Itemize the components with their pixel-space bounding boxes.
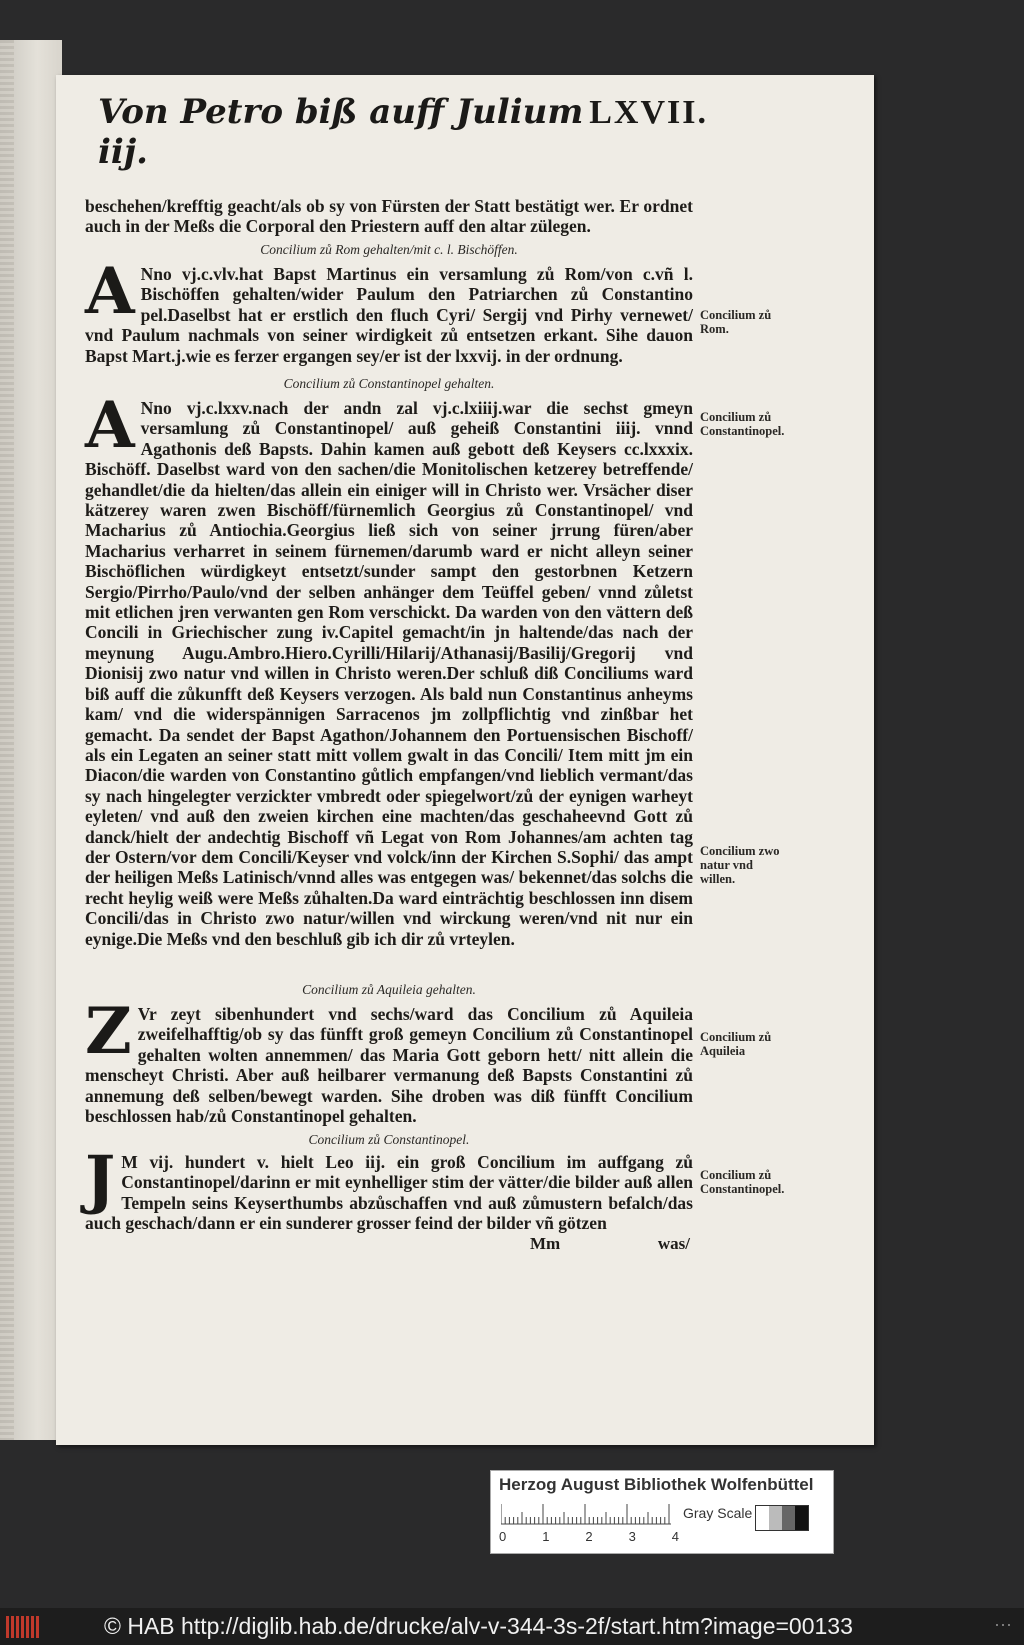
viewer-footer	[0, 1608, 1024, 1645]
paragraph-constantinopel-2: J M vij. hundert v. hielt Leo iij. ein groß Concilium im auffgang zů Constantinopel/darinn er mit eynhelliger stim der vätter/die bilder auß allen Tempeln seins Keyserthumbs abzůschaffen vnd auß zůmustern befalch/das auch geschach/dann er ein sunderer grosser feind der bilder vñ götzen	[85, 1142, 693, 1234]
paragraph-rom: A Nno vj.c.vlv.hat Bapst Martinus ein versamlung zů Rom/von c.vñ l. Bischöffen gehalten/wider Paulum den Patriarchen zů Constantino pel.Daselbst hat er erstlich den fluch Cyri/ Sergij vnd Pirhy vernewet/ vnd Paulum nachmals von seiner wirdigkeit zů entsetzen erkant. Sihe dauon Bapst Mart.j.wie es ferzer ergangen sey/er ist der lxxvij. in der ordnung.	[85, 254, 693, 366]
paragraph-constantinopel: A Nno vj.c.lxxv.nach der andn zal vj.c.lxiiij.war die sechst gmeyn versamlung zů Constantinopel/ auß geheiß Constantini iiij. vnnd Agathonis deß Bapsts. Dahin kamen auß gebott deß Keysers cc.lxxxix. Bischöff. Daselbst ward von den sachen/die Monitolischen ketzerey betreffende/ gehandlet/die da hielten/das allein ein einiger will in Christo wer. Vrsächer diser kätzerey waren zwen Bischöff/fürnemlich Georgius zů Constantinopel/ vnd Macharius zů Antiochia.Georgius ließ sich von seiner jrrung füren/aber Macharius verharret in seinem fürnemen/darumb ward er nicht alleyn seiner Bischöflichen würdigkeyt entsetzt/sunder sampt den gestorbnen Ketzern Sergio/Pirrho/Paulo/vnd der selben anhänger dem Teüffel geben/ vnnd zůletst mit etlichen jren verwanten gen Rom verschickt. Da warden von den vättern deß Concili in Griechischer zung iv.Capitel gemacht/in jn haltende/das nach der meynung Augu.Ambro.Hiero.Cyrilli/Hilarij/Athanasij/Basilij/Gregorij vnd Dionisij zwo natur vnd willen in Christo weren.Der schluß diß Conciliums ward biß auff die zůkunfft deß Keysers verzogen. Als bald nun Constantinus anheyms kam/ vnd die widerspännigen Sarracenos jm zollpflichtig vnd zinßbar het gemacht. Da sendet der Bapst Agathon/Johannem den Portuensischen Bischoff/ als ein Legaten an seiner statt mitt vollem gwalt in das Concili/ Item mitt jm ein Diacon/die warden von Constantino gůtlich empfangen/vnd lieblich vermant/das sy nach hingelegter verzickter vmbredt oder spiegelwort/zů der eynigen warheyt eyleten/ vnd auß den zweien kirchen eine machten/das geschaheevnd Gott zů danck/hielt der andechtig Bischoff vñ Legat von Rom Johannes/am achten tag der Ostern/vor dem Concili/Keyser vnd volck/inn der Kirchen S.Sophi/ das ampt der heiligen Meßs Latinisch/vnnd alles was entgegen was/ bekennet/das solchs die recht heylig weiß were Meßs zůhalten.Da ward einträchtig beschlossen inn disem Concili/das in Christo zwo natur/willen vnd wirckung weren/vnd nit nur ein eynige.Die Meßs vnd den beschluß gib ich dir zů vrteylen.	[85, 388, 693, 949]
drop-cap: A	[85, 388, 135, 463]
folio-number: LXVII.	[589, 94, 708, 131]
drop-cap: A	[85, 254, 135, 329]
section-heading-constantinopel: Concilium zů Constantinopel gehalten.	[283, 376, 495, 391]
footer-url[interactable]: © HAB http://diglib.hab.de/drucke/alv-v-344-3s-2f/start.htm?image=00133	[104, 1613, 853, 1639]
margin-note: Concilium zů Constantinopel.	[700, 1168, 785, 1196]
catchword-line	[530, 1234, 690, 1254]
library-name: Herzog August Bibliothek Wolfenbüttel	[499, 1475, 814, 1494]
drop-cap: Z	[85, 994, 132, 1069]
ruler-numbers: 0 1 2 3 4	[499, 1529, 679, 1544]
margin-note: Concilium zwo natur vnd willen.	[700, 844, 780, 886]
section-heading-constantinopel-2: Concilium zů Constantinopel.	[308, 1132, 470, 1147]
library-scale-label	[490, 1470, 834, 1554]
gray-scale-swatch	[755, 1505, 809, 1531]
margin-note: Concilium zů Rom.	[700, 308, 772, 336]
book-page-edges	[0, 40, 14, 1440]
more-options-icon[interactable]: ···	[994, 1614, 1012, 1634]
paragraph-aquileia: Z Vr zeyt sibenhundert vnd sechs/ward das Concilium zů Aquileia zweifelhafftig/ob sy das fünfft groß gemeyn Concilium zů Constantinopel gehalten wolten annemmen/ das Maria Gott geborn hett/ nitt allein die menscheyt Christi. Aber auß heilbarer vermanung deß Bapsts Constantini zů annemung deß selben/bewegt warden. Sihe droben was diß fünfft Concilium beschlossen hab/zů Constantinopel gehalten.	[85, 994, 693, 1127]
section-heading-aquileia: Concilium zů Aquileia gehalten.	[302, 982, 476, 997]
drop-cap: J	[85, 1142, 116, 1217]
running-header	[98, 92, 708, 172]
gray-scale-label: Gray Scale	[683, 1505, 753, 1521]
catchword: was/	[657, 1234, 690, 1253]
section-heading-rom: Concilium zů Rom gehalten/mit c. l. Bischöffen.	[260, 242, 518, 257]
margin-note: Concilium zů Aquileia	[700, 1030, 772, 1058]
hab-logo-icon	[6, 1612, 44, 1642]
margin-note: Concilium zů Constantinopel.	[700, 410, 785, 438]
header-title: Von Petro biß auff Julium iij.	[98, 92, 584, 172]
ruler-icon	[501, 1503, 671, 1525]
paragraph-intro: beschehen/krefftig geacht/als ob sy von Fürsten der Statt bestätigt wer. Er ordnet auch in der Meßs die Corporal den Priestern auff den altar zülegen.	[85, 196, 693, 237]
signature-mark: Mm	[530, 1234, 561, 1253]
